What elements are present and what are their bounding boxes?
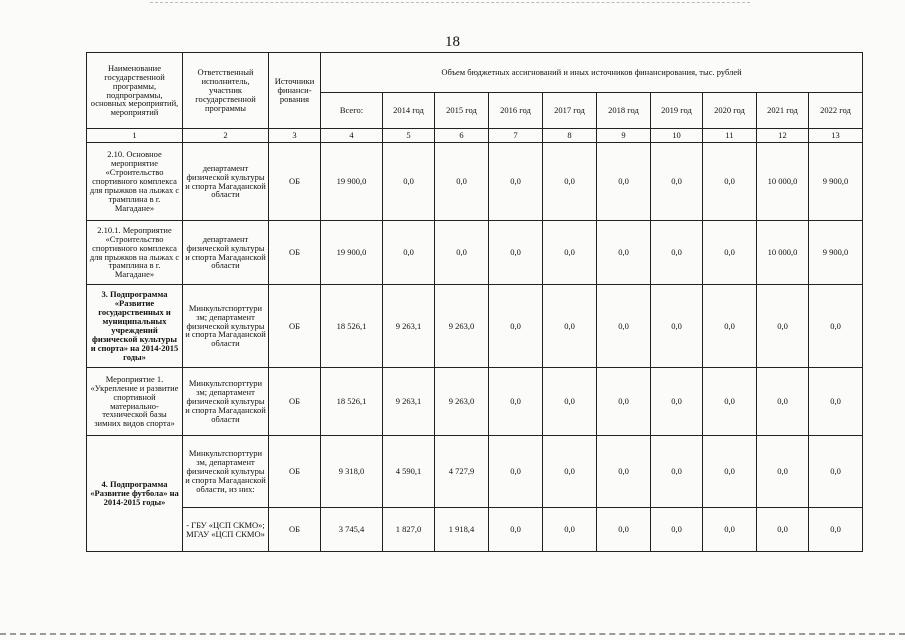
- row-value: 0,0: [543, 285, 597, 368]
- row-value: 0,0: [703, 221, 757, 285]
- row-value: 0,0: [651, 285, 703, 368]
- row-value: 0,0: [489, 368, 543, 436]
- header-volume: Объем бюджетных ассигнований и иных источников финансирования, тыс. рублей: [321, 53, 863, 93]
- row-value: 0,0: [543, 436, 597, 508]
- header-total: Всего:: [321, 93, 383, 129]
- row-executor: департамент физической культуры и спорта Магаданской области: [183, 221, 269, 285]
- row-value: 0,0: [489, 143, 543, 221]
- table-row: [87, 368, 863, 436]
- row-value: 9 900,0: [809, 221, 863, 285]
- row-name: 3. Подпрограмма «Развитие государственных и муниципальных учреждений физической культуры и спорта» на 2014-2015 годы»: [87, 285, 183, 368]
- row-value: 0,0: [597, 285, 651, 368]
- row-executor: - ГБУ «ЦСП СКМО»; МГАУ «ЦСП СКМО»: [183, 508, 269, 552]
- top-scan-rule: [150, 2, 750, 3]
- row-value: 0,0: [703, 143, 757, 221]
- row-value: 0,0: [597, 436, 651, 508]
- header-year: 2022 год: [809, 93, 863, 129]
- row-value: 0,0: [489, 436, 543, 508]
- row-value: 10 000,0: [757, 221, 809, 285]
- row-value: 0,0: [597, 368, 651, 436]
- row-source: ОБ: [269, 285, 321, 368]
- row-value: 0,0: [809, 368, 863, 436]
- table-row: [87, 221, 863, 285]
- row-source: ОБ: [269, 368, 321, 436]
- column-number: 6: [435, 129, 489, 143]
- header-name: Наименование государственной программы, подпрограммы, основных мероприятий, мероприятий: [87, 53, 183, 129]
- column-number: 8: [543, 129, 597, 143]
- row-executor: Минкультспорттури зм; департамент физической культуры и спорта Магаданской области: [183, 368, 269, 436]
- header-year: 2020 год: [703, 93, 757, 129]
- column-number: 4: [321, 129, 383, 143]
- row-value: 0,0: [543, 368, 597, 436]
- row-value: 1 918,4: [435, 508, 489, 552]
- row-value: 9 900,0: [809, 143, 863, 221]
- table-row: [87, 285, 863, 368]
- column-number: 7: [489, 129, 543, 143]
- column-number: 11: [703, 129, 757, 143]
- row-value: 0,0: [703, 368, 757, 436]
- row-value: 19 900,0: [321, 143, 383, 221]
- row-name: 2.10. Основное мероприятие «Строительство спортивного комплекса для прыжков на лыжах с трамплина в г. Магадане»: [87, 143, 183, 221]
- row-value: 9 263,1: [383, 285, 435, 368]
- row-value: 0,0: [651, 143, 703, 221]
- row-value: 4 590,1: [383, 436, 435, 508]
- row-value: 0,0: [489, 221, 543, 285]
- column-number: 12: [757, 129, 809, 143]
- column-number: 1: [87, 129, 183, 143]
- column-number: 3: [269, 129, 321, 143]
- column-number: 10: [651, 129, 703, 143]
- row-source: ОБ: [269, 143, 321, 221]
- row-value: 0,0: [383, 221, 435, 285]
- row-value: 9 263,0: [435, 368, 489, 436]
- row-value: 0,0: [543, 221, 597, 285]
- row-value: 0,0: [809, 436, 863, 508]
- header-year: 2014 год: [383, 93, 435, 129]
- row-value: 1 827,0: [383, 508, 435, 552]
- header-executor: Ответственный исполнитель, участник государственной программы: [183, 53, 269, 129]
- row-value: 4 727,9: [435, 436, 489, 508]
- row-value: 3 745,4: [321, 508, 383, 552]
- row-value: 18 526,1: [321, 368, 383, 436]
- row-value: 9 263,0: [435, 285, 489, 368]
- row-value: 0,0: [757, 436, 809, 508]
- row-value: 0,0: [809, 508, 863, 552]
- row-value: 0,0: [597, 221, 651, 285]
- row-value: 0,0: [703, 285, 757, 368]
- row-source: ОБ: [269, 221, 321, 285]
- row-value: 10 000,0: [757, 143, 809, 221]
- row-value: 19 900,0: [321, 221, 383, 285]
- row-value: 0,0: [703, 436, 757, 508]
- row-executor: департамент физической культуры и спорта Магаданской области: [183, 143, 269, 221]
- row-source: ОБ: [269, 508, 321, 552]
- row-executor: Минкультспорттури зм, департамент физической культуры и спорта Магаданской области, из них:: [183, 436, 269, 508]
- row-source: ОБ: [269, 436, 321, 508]
- row-value: 0,0: [543, 143, 597, 221]
- column-number: 5: [383, 129, 435, 143]
- column-number: 9: [597, 129, 651, 143]
- header-year: 2017 год: [543, 93, 597, 129]
- row-value: 0,0: [651, 221, 703, 285]
- column-number: 2: [183, 129, 269, 143]
- header-year: 2016 год: [489, 93, 543, 129]
- row-value: 0,0: [809, 285, 863, 368]
- row-executor: Минкультспорттури зм; департамент физической культуры и спорта Магаданской области: [183, 285, 269, 368]
- row-name: Мероприятие 1. «Укрепление и развитие спортивной материально-технической базы зимних видов спорта»: [87, 368, 183, 436]
- row-value: 0,0: [383, 143, 435, 221]
- row-name: 4. Подпрограмма «Развитие футбола» на 2014-2015 годы»: [87, 436, 183, 552]
- table-row: [87, 436, 863, 508]
- header-year: 2019 год: [651, 93, 703, 129]
- row-value: 9 263,1: [383, 368, 435, 436]
- row-value: 0,0: [757, 368, 809, 436]
- row-value: 0,0: [435, 221, 489, 285]
- row-value: 0,0: [757, 285, 809, 368]
- column-number: 13: [809, 129, 863, 143]
- budget-table: [86, 52, 863, 552]
- row-value: 0,0: [757, 508, 809, 552]
- header-source: Источники финанси-рования: [269, 53, 321, 129]
- row-value: 0,0: [597, 143, 651, 221]
- row-value: 0,0: [489, 508, 543, 552]
- header-year: 2015 год: [435, 93, 489, 129]
- row-value: 0,0: [489, 285, 543, 368]
- row-value: 0,0: [435, 143, 489, 221]
- page-number: 18: [445, 34, 460, 50]
- row-value: 9 318,0: [321, 436, 383, 508]
- header-year: 2021 год: [757, 93, 809, 129]
- row-value: 0,0: [651, 368, 703, 436]
- row-name: 2.10.1. Мероприятие «Строительство спортивного комплекса для прыжков на лыжах с трамплина в г. Магадане»: [87, 221, 183, 285]
- header-year: 2018 год: [597, 93, 651, 129]
- row-value: 0,0: [651, 508, 703, 552]
- row-value: 0,0: [651, 436, 703, 508]
- table-row: [87, 508, 863, 552]
- row-value: 18 526,1: [321, 285, 383, 368]
- row-value: 0,0: [543, 508, 597, 552]
- row-value: 0,0: [703, 508, 757, 552]
- row-value: 0,0: [597, 508, 651, 552]
- bottom-scan-rule: [0, 633, 905, 635]
- table-row: [87, 143, 863, 221]
